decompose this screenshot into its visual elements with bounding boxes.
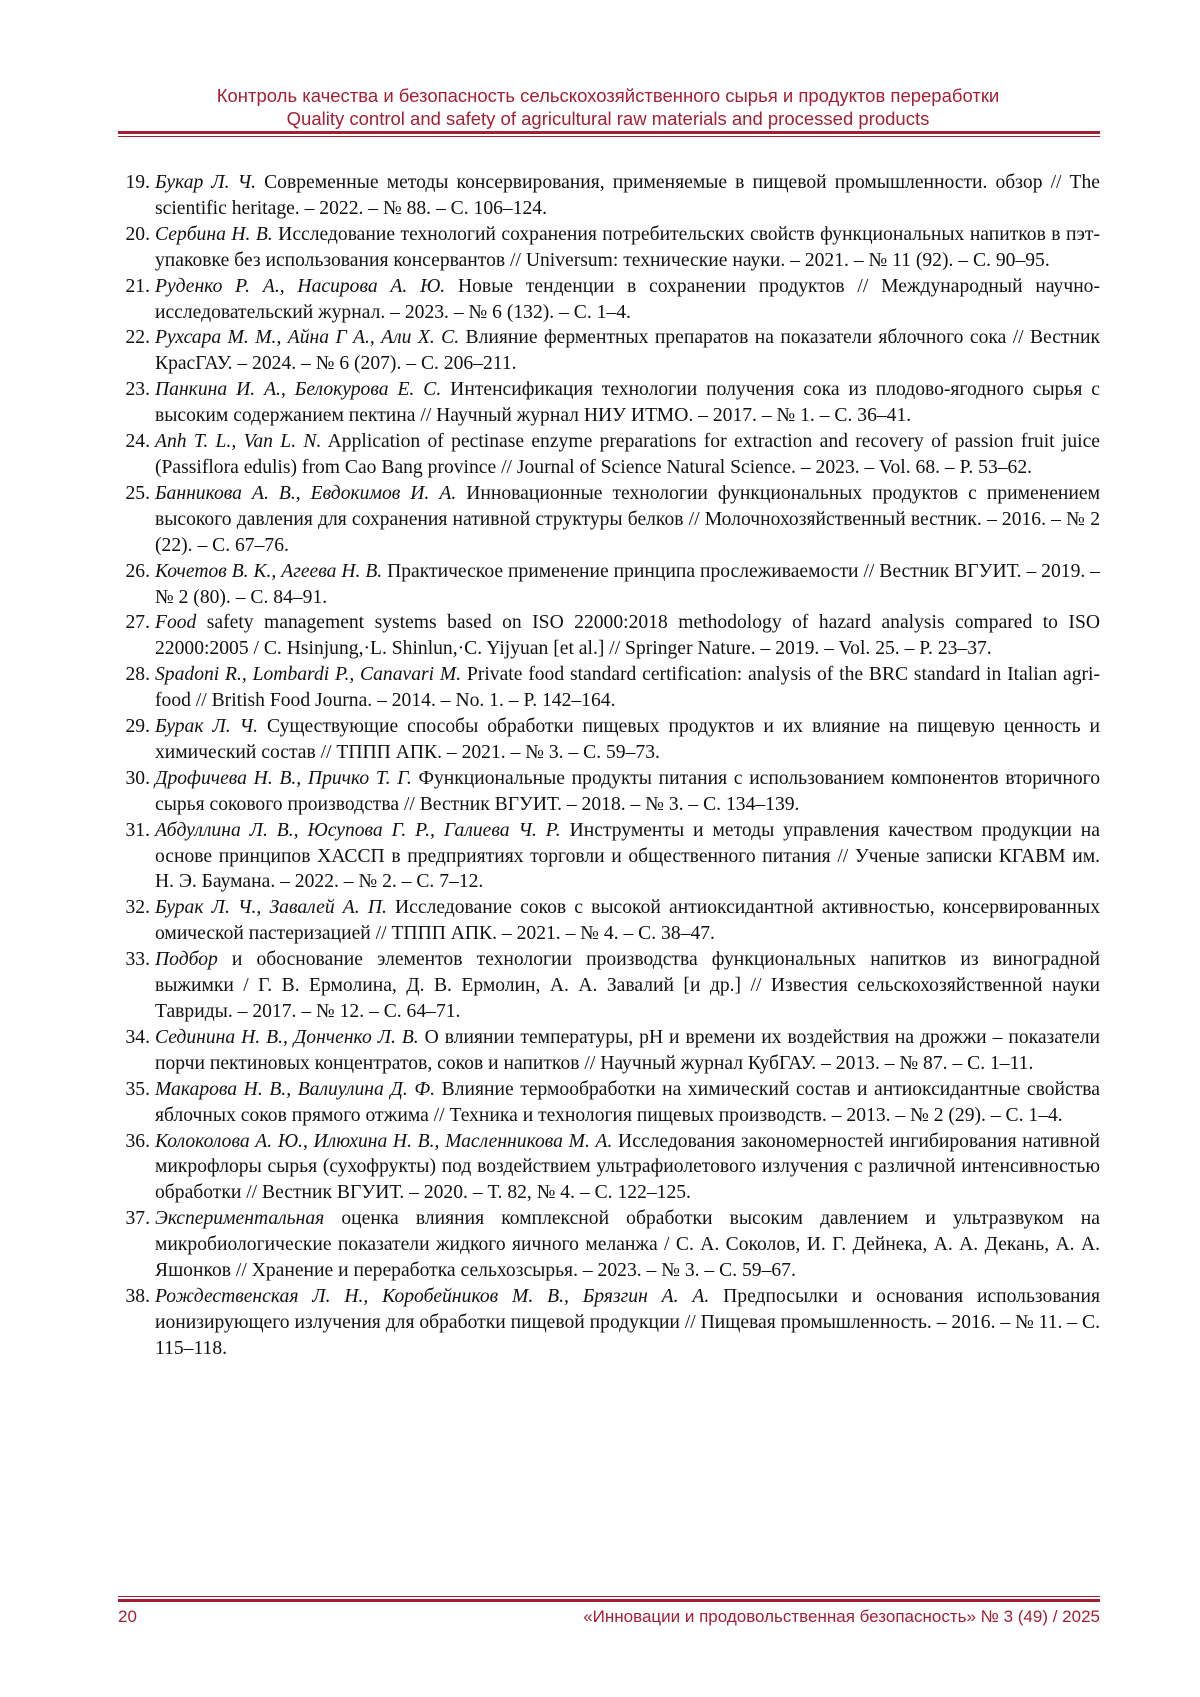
reference-number: 31. [125,819,150,841]
reference-item [118,1077,1100,1129]
reference-number: 27. [125,612,150,634]
reference-body: Application of pectinase enzyme preparations for extraction and recovery of passion fruit juice (Passiflora edulis) from Cao Bang province // Journal of Science Natural Science. – 2023. – Vol. 68. – P. 53–62. [155,431,1100,478]
reference-authors: Банникова А. В., Евдокимов И. А. [155,482,457,504]
reference-number: 36. [125,1130,150,1152]
reference-text [155,766,1100,818]
reference-item [118,610,1100,662]
reference-item [118,1129,1100,1207]
reference-item [118,222,1100,274]
reference-authors: Кочетов В. К., Агеева Н. В. [155,560,383,582]
reference-item [118,947,1100,1025]
reference-text [155,274,1100,326]
running-header [118,84,1098,130]
reference-body: Практическое применение принципа прослеживаемости // Вестник ВГУИТ. – 2019. – № 2 (80). – С. 84–91. [155,560,1100,608]
reference-number: 26. [125,560,150,582]
reference-text [155,170,1100,222]
reference-body: Влияние ферментных препаратов на показатели яблочного сока // Вестник КрасГАУ. – 2024. – № 6 (207). – С. 206–211. [155,327,1100,375]
reference-text [155,895,1100,947]
reference-text [155,1129,1100,1207]
journal-issue: «Инновации и продовольственная безопасность» № 3 (49) / 2025 [583,1607,1100,1626]
reference-authors: Макарова Н. В., Валиулина Д. Ф. [155,1078,436,1100]
reference-body: Private food standard certification: analysis of the BRC standard in Italian agri-food // British Food Journa. – 2014. – No. 1. – P. 142–164. [155,664,1100,712]
reference-number: 34. [125,1026,150,1048]
reference-body: Влияние термообработки на химический состав и антиоксидантные свойства яблочных соков прямого отжима // Техника и технология пищевых производств. – 2013. – № 2 (29). – С. 1–4. [155,1078,1100,1126]
running-footer [118,1606,1100,1628]
reference-text [155,377,1100,429]
reference-item [118,429,1100,481]
reference-authors: Бурак Л. Ч., Завалей А. П. [155,897,387,919]
reference-text [155,325,1100,377]
reference-item [118,766,1100,818]
reference-number: 38. [125,1285,150,1307]
footer-rule-thin [118,1596,1100,1597]
reference-text [155,1077,1100,1129]
reference-authors: Food [155,612,197,634]
reference-number: 23. [125,379,150,401]
reference-item [118,714,1100,766]
reference-body: Существующие способы обработки пищевых продуктов и их влияние на пищевую ценность и химический состав // ТППП АПК. – 2021. – № 3. – С. 59–73. [155,716,1100,763]
reference-authors: Сединина Н. В., Донченко Л. В. [155,1026,419,1048]
reference-text [155,714,1100,766]
reference-body: Исследования закономерностей ингибирования нативной микрофлоры сырья (сухофрукты) под воздействием ультрафиолетового излучения с различной интенсивностью обработки // Вестник ВГУИТ. – 2020. – Т. 82, № 4. – С. 122–125. [155,1130,1100,1204]
reference-text [155,222,1100,274]
reference-item [118,895,1100,947]
reference-body: Исследование технологий сохранения потребительских свойств функциональных напитков в пэт-упаковке без использования консервантов // Universum: технические науки. – 2021. – № 11 (92). – С. 90–95. [155,223,1101,271]
reference-authors: Панкина И. А., Белокурова Е. С. [155,379,442,401]
reference-number: 24. [125,431,150,453]
reference-number: 19. [125,172,150,193]
reference-authors: Рухсара М. М., Айна Г А., Али Х. С. [155,327,460,349]
reference-text [155,662,1100,714]
reference-item [118,662,1100,714]
reference-number: 25. [125,482,150,504]
reference-text [155,481,1100,559]
reference-number: 35. [125,1078,150,1100]
reference-number: 20. [125,223,150,245]
reference-item [118,559,1100,611]
reference-number: 37. [125,1208,150,1230]
reference-number: 28. [125,664,150,686]
reference-authors: Spadoni R., Lombardi P., Canavari M. [155,664,462,686]
reference-item [118,377,1100,429]
reference-text [155,1025,1100,1077]
reference-body: Функциональные продукты питания с использованием компонентов вторичного сырья сокового производства // Вестник ВГУИТ. – 2018. – № 3. – С. 134–139. [155,767,1100,815]
reference-list [118,170,1100,1362]
reference-body: Исследование соков с высокой антиоксидантной активностью, консервированных омической пастеризацией // ТППП АПК. – 2021. – № 4. – С. 38–47. [155,897,1100,945]
reference-text [155,559,1100,611]
reference-number: 21. [125,275,150,297]
reference-body: Новые тенденции в сохранении продуктов // Международный научно-исследовательский журнал. – 2023. – № 6 (132). – С. 1–4. [155,275,1101,323]
reference-number: 33. [125,949,150,971]
reference-number: 29. [125,716,150,738]
reference-authors: Anh T. L., Van L. N. [155,431,322,453]
reference-body: safety management systems based on ISO 22000:2018 methodology of hazard analysis compared to ISO 22000:2005 / C. Hsinjung,·L. Shinlun,·C. Yijyuan [et al.] // Springer Nature. – 2019. – Vol. 25. – P. 23–37. [155,612,1100,660]
footer-rule-thick [118,1599,1100,1602]
reference-body: Предпосылки и основания использования ионизирующего излучения для обработки пищевой продукции // Пищевая промышленность. – 2016. – № 11. – С. 115–118. [155,1285,1100,1359]
reference-authors: Бурак Л. Ч. [155,716,259,738]
reference-number: 22. [125,327,150,349]
reference-authors: Сербина Н. В. [155,223,273,245]
reference-authors: Дрофичева Н. В., Причко Т. Г. [155,767,412,789]
reference-item [118,818,1100,896]
reference-authors: Экспериментальная [155,1208,325,1230]
reference-text [155,818,1100,896]
reference-number: 30. [125,767,150,789]
header-rule-thick [118,131,1100,134]
reference-authors: Колоколова А. Ю., Илюхина Н. В., Масленникова М. А. [155,1130,613,1152]
reference-body: Интенсификация технологии получения сока из плодово-ягодного сырья с высоким содержанием пектина // Научный журнал НИУ ИТМО. – 2017. – № 1. – С. 36–41. [155,379,1101,427]
reference-text [155,1206,1100,1284]
reference-text [155,429,1100,481]
reference-authors: Абдуллина Л. В., Юсупова Г. Р., Галиева Ч. Р. [155,819,561,841]
reference-authors: Букар Л. Ч. [155,172,257,193]
page-number: 20 [118,1607,137,1626]
reference-authors: Подбор [155,949,218,971]
reference-body: Современные методы консервирования, применяемые в пищевой промышленности. обзор // The scientific heritage. – 2022. – № 88. – С. 106–124. [155,172,1100,219]
reference-text [155,947,1100,1025]
reference-item [118,1025,1100,1077]
reference-body: Инновационные технологии функциональных продуктов с применением высокого давления для сохранения нативной структуры белков // Молочнохозяйственный вестник. – 2016. – № 2 (22). – С. 67–76. [155,482,1100,556]
reference-number: 32. [125,897,150,919]
header-title-en: Quality control and safety of agricultural raw materials and processed products [286,108,930,129]
reference-body: Инструменты и методы управления качеством продукции на основе принципов ХАССП в предприятиях торговли и общественного питания // Ученые записки КГАВМ им. Н. Э. Баумана. – 2022. – № 2. – С. 7–12. [155,819,1100,893]
reference-item [118,170,1100,222]
reference-authors: Руденко Р. А., Насирова А. Ю. [155,275,446,297]
reference-item [118,325,1100,377]
reference-text [155,1284,1100,1362]
reference-body: О влиянии температуры, рН и времени их воздействия на дрожжи – показатели порчи пектиновых концентратов, соков и напитков // Научный журнал КубГАУ. – 2013. – № 87. – С. 1–11. [155,1026,1100,1074]
reference-body: оценка влияния комплексной обработки высоким давлением и ультразвуком на микробиологические показатели жидкого яичного меланжа / С. А. Соколов, И. Г. Дейнека, А. А. Декань, А. А. Яшонков // Хранение и переработка сельхозсырья. – 2023. – № 3. – С. 59–67. [155,1208,1100,1282]
reference-authors: Рождественская Л. Н., Коробейников М. В., Брязгин А. А. [155,1285,710,1307]
header-rule-thin [118,136,1100,137]
reference-item [118,481,1100,559]
reference-body: и обоснование элементов технологии производства функциональных напитков из виноградной выжимки / Г. В. Ермолина, Д. В. Ермолин, А. А. Завалий [и др.] // Известия сельскохозяйственной науки Тавриды. – 2017. – № 12. – С. 64–71. [155,949,1100,1022]
reference-item [118,274,1100,326]
reference-item [118,1284,1100,1362]
reference-item [118,1206,1100,1284]
reference-text [155,610,1100,662]
header-title-ru: Контроль качества и безопасность сельскохозяйственного сырья и продуктов переработки [216,85,1000,106]
